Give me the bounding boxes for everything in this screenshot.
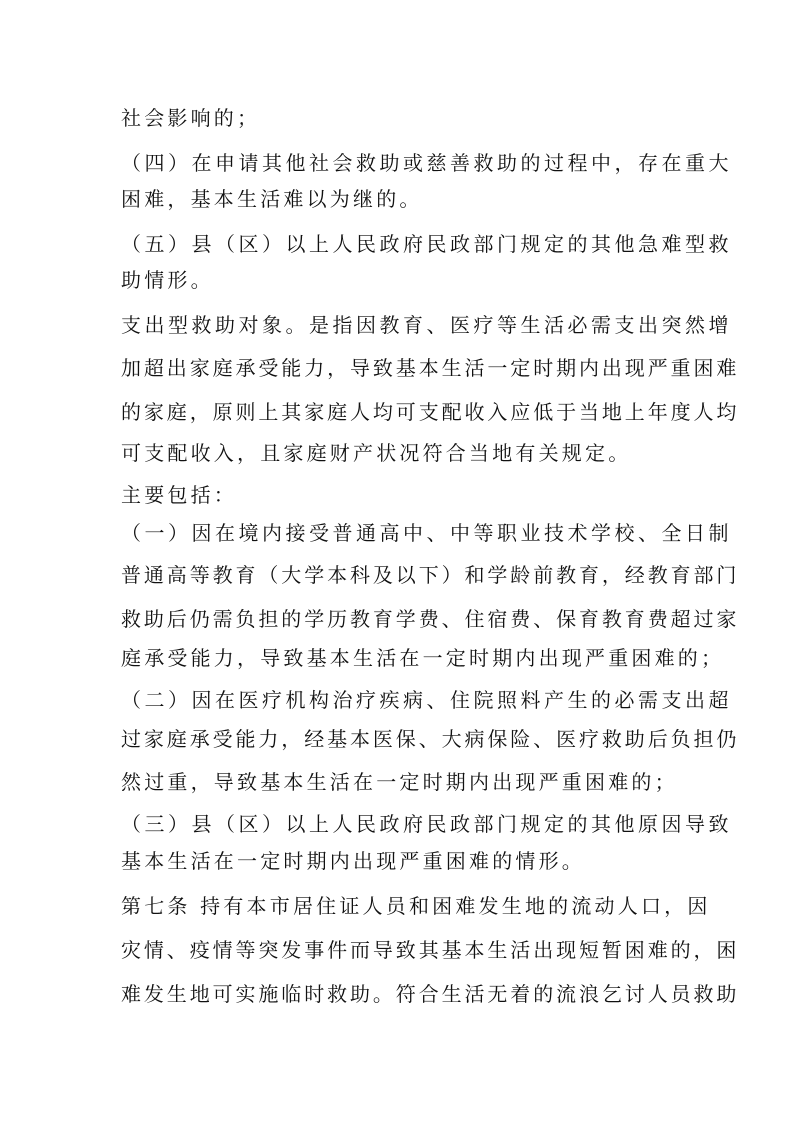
text-line-16: 过家庭承受能力，经基本医保、大病保险、医疗救助后负担仍 — [121, 727, 740, 751]
text-line-8: 的家庭，原则上其家庭人均可支配收入应低于当地上年度人均 — [121, 400, 740, 424]
text-line-11: （一）因在境内接受普通高中、中等职业技术学校、全日制 — [121, 521, 732, 545]
text-line-15: （二）因在医疗机构治疗疾病、住院照料产生的必需支出超 — [121, 688, 732, 712]
text-line-9: 可支配收入，且家庭财产状况符合当地有关规定。 — [121, 441, 632, 465]
text-line-20: 第七条 持有本市居住证人员和困难发生地的流动人口，因 — [121, 894, 711, 918]
text-line-10: 主要包括： — [121, 483, 237, 507]
text-line-7: 加超出家庭承受能力，导致基本生活一定时期内出现严重困难 — [121, 356, 740, 380]
text-line-4: （五）县（区）以上人民政府民政部门规定的其他急难型救 — [121, 232, 732, 256]
text-line-12: 普通高等教育（大学本科及以下）和学龄前教育，经教育部门 — [121, 563, 740, 587]
text-line-18: （三）县（区）以上人民政府民政部门规定的其他原因导致 — [121, 812, 732, 836]
text-line-14: 庭承受能力，导致基本生活在一定时期内出现严重困难的； — [121, 646, 725, 670]
text-line-1: 社会影响的； — [121, 106, 261, 130]
text-line-5: 助情形。 — [121, 268, 214, 292]
text-line-21: 灾情、疫情等突发事件而导致其基本生活出现短暂困难的，困 — [121, 938, 740, 962]
text-line-19: 基本生活在一定时期内出现严重困难的情形。 — [121, 849, 585, 873]
text-line-3: 困难，基本生活难以为继的。 — [121, 187, 423, 211]
text-line-13: 救助后仍需负担的学历教育学费、住宿费、保育教育费超过家 — [121, 607, 740, 631]
text-line-2: （四）在申请其他社会救助或慈善救助的过程中，存在重大 — [121, 151, 732, 175]
text-line-22: 难发生地可实施临时救助。符合生活无着的流浪乞讨人员救助 — [121, 982, 740, 1006]
text-line-17: 然过重，导致基本生活在一定时期内出现严重困难的； — [121, 770, 678, 794]
text-line-6: 支出型救助对象。是指因教育、医疗等生活必需支出突然增 — [121, 313, 732, 337]
